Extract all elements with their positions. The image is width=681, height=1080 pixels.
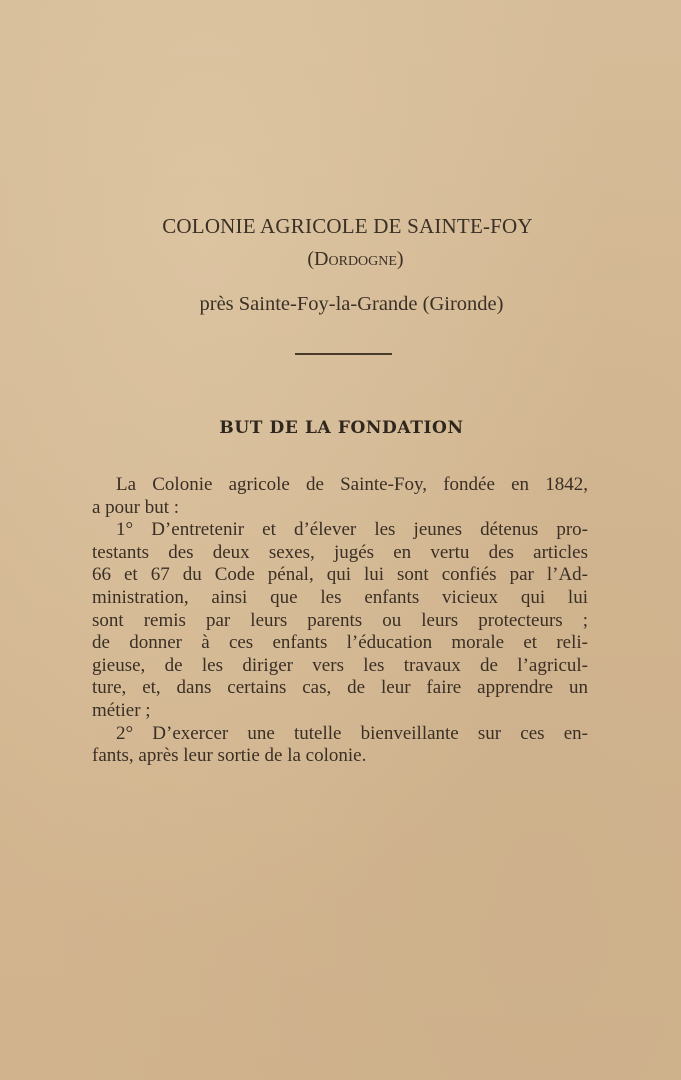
text-line: 1° D’entretenir et d’élever les jeunes détenus pro- [116, 519, 588, 541]
text-line: 2° D’exercer une tutelle bienveillante sur ces en- [116, 722, 588, 744]
body-paragraph [92, 474, 588, 768]
document-location: près Sainte-Foy-la-Grande (Gironde) [199, 293, 504, 315]
text-line: La Colonie agricole de Sainte-Foy, fondée en 1842, [116, 474, 588, 495]
text-line: fants, après leur sortie de la colonie. [92, 745, 367, 767]
text-line: gieuse, de les diriger vers les travaux de l’agricul- [92, 654, 588, 676]
text-line: ministration, ainsi que les enfants vicieux qui lui [92, 586, 588, 608]
text-line: 66 et 67 du Code pénal, qui lui sont confiés par l’Ad- [92, 564, 588, 586]
text-line: métier ; [92, 699, 151, 721]
section-heading: BUT DE LA FONDATION [219, 418, 464, 438]
section-divider [295, 353, 392, 355]
text-line: sont remis par leurs parents ou leurs protecteurs ; [92, 609, 588, 631]
document-subtitle: (Dordogne) [307, 248, 404, 270]
text-line: a pour but : [92, 496, 180, 518]
document-title: COLONIE AGRICOLE DE SAINTE-FOY [162, 214, 533, 238]
text-line: de donner à ces enfants l’éducation morale et reli- [92, 632, 588, 654]
text-line: ture, et, dans certains cas, de leur faire apprendre un [92, 677, 588, 699]
text-line: testants des deux sexes, jugés en vertu des articles [92, 541, 588, 563]
